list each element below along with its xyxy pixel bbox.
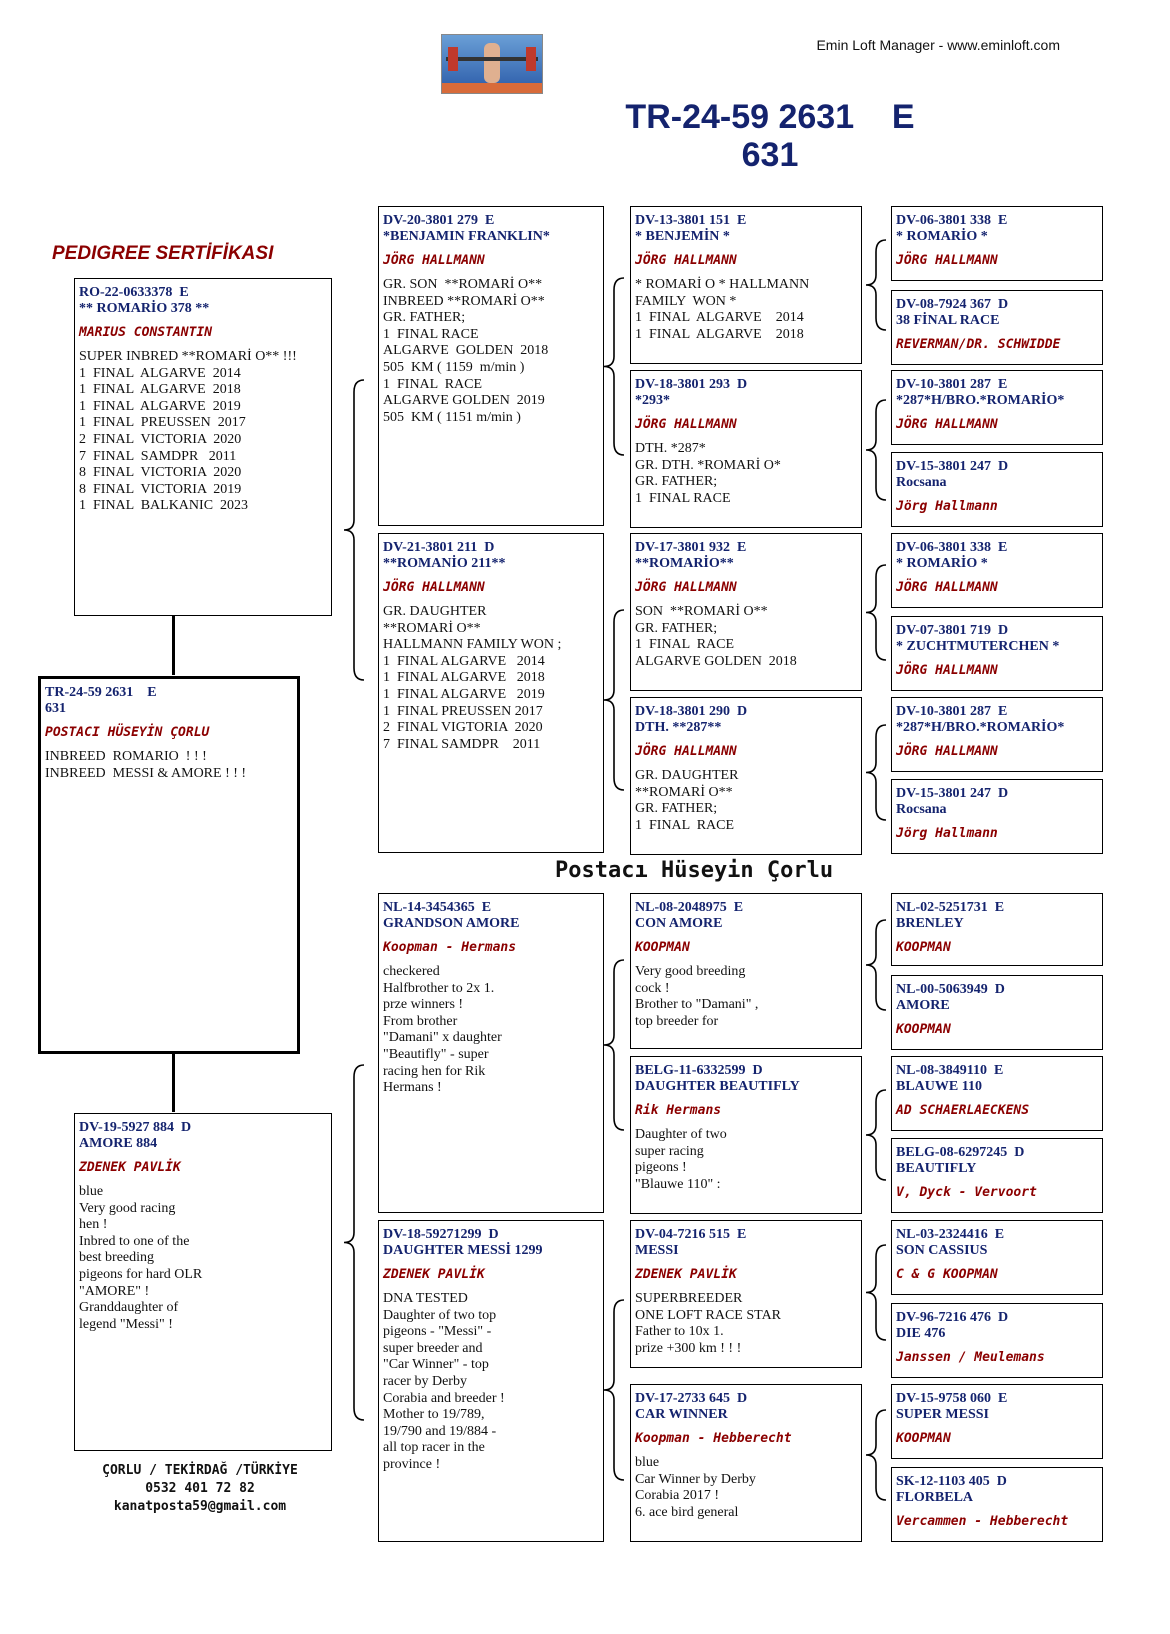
ring-number: DV-15-3801 247 D xyxy=(896,459,1009,474)
ring-number: DV-10-3801 287 E xyxy=(896,704,1008,719)
breeder-name: Koopman - Hebberecht xyxy=(635,1431,792,1446)
ring-number: NL-08-3849110 E xyxy=(896,1063,1004,1078)
note-line: 1 FINAL ALGARVE 2018 xyxy=(383,670,545,686)
pigeon-name: BEAUTIFLY xyxy=(896,1161,977,1176)
note-line: Corabia and breeder ! xyxy=(383,1390,505,1406)
pigeon-notes xyxy=(635,277,857,343)
ring-number: DV-06-3801 338 E xyxy=(896,213,1008,228)
pedigree-box-g6 xyxy=(891,616,1103,691)
note-line: 7 FINAL SAMDPR 2011 xyxy=(79,448,237,464)
note-line: Brother to "Damani" , xyxy=(635,997,759,1013)
note-line: Halfbrother to 2x 1. xyxy=(383,980,495,996)
pigeon-name: *287*H/BRO.*ROMARİO* xyxy=(896,393,1065,408)
note-line: FAMILY WON * xyxy=(635,293,737,309)
pigeon-name: SUPER MESSI xyxy=(896,1407,989,1422)
ring-number: DV-04-7216 515 E xyxy=(635,1227,747,1242)
note-line: pigeons - "Messi" - xyxy=(383,1324,492,1340)
pedigree-box-ff xyxy=(378,206,604,526)
brace-path xyxy=(866,725,886,820)
breeder-name: MARIUS CONSTANTIN xyxy=(79,325,213,340)
note-line: Father to 10x 1. xyxy=(635,1324,724,1340)
note-line: 1 FINAL BALKANIC 2023 xyxy=(79,498,249,514)
note-line: Granddaughter of xyxy=(79,1300,179,1316)
pigeon-name: BRENLEY xyxy=(896,916,964,931)
note-line: GR. FATHER; xyxy=(635,801,718,817)
brace-path xyxy=(866,565,886,660)
pigeon-name: * ZUCHTMUTERCHEN * xyxy=(896,639,1060,654)
pedigree-box-g13 xyxy=(891,1220,1103,1295)
note-line: INBREED ROMARIO ! ! ! xyxy=(45,749,207,764)
pigeon-name: BLAUWE 110 xyxy=(896,1079,982,1094)
pedigree-box-g12 xyxy=(891,1138,1103,1213)
breeder-name: V, Dyck - Vervoort xyxy=(896,1185,1037,1200)
contact-phone: 0532 401 72 82 xyxy=(145,1481,255,1496)
note-line: 1 FINAL RACE xyxy=(383,326,479,342)
note-line: province ! xyxy=(383,1456,441,1472)
note-line: SUPERBREEDER xyxy=(635,1291,743,1306)
note-line: 1 FINAL PREUSSEN 2017 xyxy=(383,703,543,719)
brace-path xyxy=(344,380,364,680)
breeder-name: Vercammen - Hebberecht xyxy=(896,1514,1069,1529)
pigeon-name: *287*H/BRO.*ROMARİO* xyxy=(896,720,1065,735)
pigeon-notes xyxy=(79,349,327,515)
note-line: racer by Derby xyxy=(383,1373,467,1389)
pigeon-name: AMORE xyxy=(896,998,950,1013)
note-line: 1 FINAL PREUSSEN 2017 xyxy=(79,415,246,431)
note-line: legend "Messi" ! xyxy=(79,1316,173,1332)
breeder-name: JÖRG HALLMANN xyxy=(635,253,737,268)
note-line: 1 FINAL ALGARVE 2014 xyxy=(79,365,241,381)
pedigree-box-g10 xyxy=(891,975,1103,1050)
pigeon-name: 38 FİNAL RACE xyxy=(896,313,1000,328)
note-line: prze winners ! xyxy=(383,997,464,1013)
brace-path xyxy=(866,400,886,500)
ring-number: DV-06-3801 338 E xyxy=(896,540,1008,555)
note-line: "Blauwe 110" : xyxy=(635,1176,721,1192)
note-line: SUPER INBRED **ROMARİ O** !!! xyxy=(79,349,297,364)
pedigree-box-fmm xyxy=(630,697,862,855)
note-line: 19/790 and 19/884 - xyxy=(383,1423,497,1439)
breeder-name: JÖRG HALLMANN xyxy=(896,744,998,759)
note-line: GR. SON **ROMARİ O** xyxy=(383,277,543,292)
pedigree-box-g2 xyxy=(891,290,1103,365)
breeder-name: KOOPMAN xyxy=(896,940,951,955)
note-line: GR. FATHER; xyxy=(635,620,718,636)
ring-number: RO-22-0633378 E xyxy=(79,285,189,300)
pigeon-notes xyxy=(635,1291,857,1357)
ring-number: NL-00-5063949 D xyxy=(896,982,1005,997)
ring-number: DV-96-7216 476 D xyxy=(896,1310,1009,1325)
pigeon-name: DTH. **287** xyxy=(635,720,722,735)
pigeon-name: *293* xyxy=(635,393,670,408)
pigeon-notes xyxy=(45,749,293,782)
pigeon-name: Rocsana xyxy=(896,475,947,490)
note-line: INBREED **ROMARİ O** xyxy=(383,293,545,309)
ring-number: DV-18-59271299 D xyxy=(383,1227,499,1242)
note-line: "AMORE" ! xyxy=(79,1283,150,1299)
pigeon-name: SON CASSIUS xyxy=(896,1243,988,1258)
note-line: Very good racing xyxy=(79,1200,176,1216)
ring-number: DV-20-3801 279 E xyxy=(383,213,495,228)
breeder-name: KOOPMAN xyxy=(896,1431,951,1446)
breeder-name: JÖRG HALLMANN xyxy=(383,253,485,268)
note-line: super racing xyxy=(635,1143,704,1159)
note-line: 1 FINAL ALGARVE 2019 xyxy=(79,398,241,414)
note-line: ALGARVE GOLDEN 2018 xyxy=(383,343,549,359)
breeder-name: JÖRG HALLMANN xyxy=(635,580,737,595)
pigeon-name: **ROMARİO** xyxy=(635,556,734,571)
pigeon-notes xyxy=(635,1127,857,1193)
note-line: INBREED MESSI & AMORE ! ! ! xyxy=(45,765,247,781)
pedigree-box-g9 xyxy=(891,893,1103,966)
ring-number: DV-17-2733 645 D xyxy=(635,1391,748,1406)
note-line: "Beautifly" - super xyxy=(383,1046,489,1062)
note-line: Very good breeding xyxy=(635,964,746,979)
note-line: 505 KM ( 1151 m/min ) xyxy=(383,409,521,425)
pigeon-notes xyxy=(383,964,599,1097)
ring-number: SK-12-1103 405 D xyxy=(896,1474,1007,1489)
pedigree-box-g4 xyxy=(891,452,1103,527)
breeder-name: ZDENEK PAVLİK xyxy=(79,1160,181,1175)
ring-number: DV-18-3801 290 D xyxy=(635,704,748,719)
ring-number: DV-15-9758 060 E xyxy=(896,1391,1008,1406)
breeder-name: Janssen / Meulemans xyxy=(896,1350,1045,1365)
pedigree-box-fm xyxy=(378,533,604,853)
note-line: 7 FINAL SAMDPR 2011 xyxy=(383,736,541,752)
note-line: **ROMARİ O** xyxy=(635,784,733,800)
ring-number: NL-08-2048975 E xyxy=(635,900,744,915)
brace-path xyxy=(866,1410,886,1500)
breeder-name: POSTACI HÜSEYİN ÇORLU xyxy=(45,725,210,740)
pedigree-box-g14 xyxy=(891,1303,1103,1378)
breeder-name: Rik Hermans xyxy=(635,1103,722,1118)
contact-email: kanatposta59@gmail.com xyxy=(113,1499,287,1514)
ring-number: DV-08-7924 367 D xyxy=(896,297,1009,312)
note-line: SON **ROMARİ O** xyxy=(635,604,768,619)
ring-number: TR-24-59 2631 E xyxy=(45,685,157,700)
pedigree-box-g16 xyxy=(891,1467,1103,1542)
note-line: blue xyxy=(635,1455,660,1470)
pedigree-box-subject xyxy=(38,676,300,1054)
ring-number: DV-10-3801 287 E xyxy=(896,377,1008,392)
pigeon-name: DAUGHTER MESSİ 1299 xyxy=(383,1243,543,1258)
pigeon-name: AMORE 884 xyxy=(79,1136,158,1151)
pedigree-certificate-label: PEDIGREE SERTİFİKASI xyxy=(52,243,274,264)
note-line: DNA TESTED xyxy=(383,1291,468,1306)
pedigree-box-fmf xyxy=(630,533,862,691)
ring-number: NL-02-5251731 E xyxy=(896,900,1005,915)
pigeon-notes xyxy=(635,441,857,507)
breeder-name: KOOPMAN xyxy=(896,1022,951,1037)
note-line: 6. ace bird general xyxy=(635,1504,739,1520)
note-line: all top racer in the xyxy=(383,1440,485,1456)
ring-number: NL-14-3454365 E xyxy=(383,900,492,915)
pigeon-notes xyxy=(635,1455,857,1521)
contact-block xyxy=(75,1462,325,1516)
ring-number: DV-17-3801 932 E xyxy=(635,540,747,555)
ring-number: DV-21-3801 211 D xyxy=(383,540,495,555)
pigeon-notes xyxy=(79,1184,327,1333)
brace-path xyxy=(604,960,624,1130)
breeder-name: Jörg Hallmann xyxy=(896,826,998,841)
pedigree-box-g11 xyxy=(891,1056,1103,1131)
breeder-name: JÖRG HALLMANN xyxy=(896,417,998,432)
note-line: HALLMANN FAMILY WON ; xyxy=(383,637,562,653)
pigeon-name: DAUGHTER BEAUTIFLY xyxy=(635,1079,800,1094)
brace-path xyxy=(604,278,624,455)
pigeon-name: * ROMARİO * xyxy=(896,556,988,571)
breeder-name: ZDENEK PAVLİK xyxy=(635,1267,737,1282)
note-line: 2 FINAL VICTORIA 2020 xyxy=(79,431,242,447)
pedigree-box-g1 xyxy=(891,206,1103,281)
note-line: **ROMARİ O** xyxy=(383,620,481,636)
header-credit: Emin Loft Manager - www.eminloft.com xyxy=(816,37,1060,53)
note-line: ALGARVE GOLDEN 2018 xyxy=(635,653,797,669)
note-line: Corabia 2017 ! xyxy=(635,1488,719,1504)
note-line: Mother to 19/789, xyxy=(383,1407,485,1423)
note-line: Inbred to one of the xyxy=(79,1233,190,1249)
brace-path xyxy=(604,1300,624,1480)
note-line: Hermans ! xyxy=(383,1080,442,1096)
ring-number: DV-13-3801 151 E xyxy=(635,213,747,228)
pigeon-name: FLORBELA xyxy=(896,1490,974,1505)
note-line: "Car Winner" - top xyxy=(383,1357,489,1373)
note-line: GR. DAUGHTER xyxy=(383,604,487,619)
note-line: GR. DTH. *ROMARİ O* xyxy=(635,457,781,473)
note-line: super breeder and xyxy=(383,1340,483,1356)
note-line: From brother xyxy=(383,1013,458,1029)
note-line: 1 FINAL ALGARVE 2019 xyxy=(383,686,545,702)
note-line: 1 FINAL RACE xyxy=(635,637,735,653)
pigeon-name: CON AMORE xyxy=(635,916,723,931)
note-line: 1 FINAL ALGARVE 2018 xyxy=(79,382,241,398)
note-line: GR. DAUGHTER xyxy=(635,768,739,783)
ring-number: DV-18-3801 293 D xyxy=(635,377,748,392)
note-line: prize +300 km ! ! ! xyxy=(635,1340,742,1356)
pedigree-box-mf xyxy=(378,893,604,1213)
pigeon-name: CAR WINNER xyxy=(635,1407,728,1422)
ring-number: BELG-08-6297245 D xyxy=(896,1145,1025,1160)
pedigree-box-mmf xyxy=(630,1220,862,1368)
pigeon-notes xyxy=(635,964,857,1030)
breeder-name: C & G KOOPMAN xyxy=(896,1267,998,1282)
breeder-name: REVERMAN/DR. SCHWIDDE xyxy=(896,337,1061,352)
pedigree-box-g7 xyxy=(891,697,1103,772)
breeder-name: ZDENEK PAVLİK xyxy=(383,1267,485,1282)
pigeon-name: * BENJEMİN * xyxy=(635,229,730,244)
pedigree-box-mother xyxy=(74,1113,332,1451)
pigeon-name: 631 xyxy=(45,701,66,716)
note-line: 2 FINAL VIGTORIA 2020 xyxy=(383,720,543,736)
note-line: GR. FATHER; xyxy=(635,474,718,490)
note-line: 1 FINAL ALGARVE 2014 xyxy=(383,653,545,669)
brace-path xyxy=(866,240,886,330)
ring-number: DV-15-3801 247 D xyxy=(896,786,1009,801)
pedigree-box-mff xyxy=(630,893,862,1049)
pedigree-box-g15 xyxy=(891,1384,1103,1459)
pigeon-name: GRANDSON AMORE xyxy=(383,916,520,931)
note-line: ALGARVE GOLDEN 2019 xyxy=(383,393,545,409)
breeder-name: KOOPMAN xyxy=(635,940,690,955)
owner-label: Postacı Hüseyin Çorlu xyxy=(555,858,834,883)
note-line: Daughter of two top xyxy=(383,1307,497,1323)
pigeon-name: Rocsana xyxy=(896,802,947,817)
pedigree-box-mfm xyxy=(630,1056,862,1214)
brace-path xyxy=(344,1065,364,1420)
breeder-name: JÖRG HALLMANN xyxy=(635,417,737,432)
breeder-name: JÖRG HALLMANN xyxy=(635,744,737,759)
breeder-name: AD SCHAERLAECKENS xyxy=(896,1103,1030,1118)
pigeon-name: *BENJAMIN FRANKLIN* xyxy=(383,229,550,244)
note-line: 1 FINAL RACE xyxy=(635,490,731,506)
pigeon-name: **ROMANİO 211** xyxy=(383,556,506,571)
pedigree-box-mmm xyxy=(630,1384,862,1542)
pedigree-box-g8 xyxy=(891,779,1103,854)
ring-number: DV-19-5927 884 D xyxy=(79,1120,192,1135)
note-line: GR. FATHER; xyxy=(383,310,466,326)
note-line: racing hen for Rik xyxy=(383,1063,486,1079)
pigeon-notes xyxy=(383,277,599,426)
note-line: Daughter of two xyxy=(635,1127,727,1142)
note-line: 8 FINAL VICTORIA 2019 xyxy=(79,481,242,497)
note-line: cock ! xyxy=(635,980,670,996)
pigeon-notes xyxy=(383,604,599,753)
ring-number: DV-07-3801 719 D xyxy=(896,623,1009,638)
note-line: DTH. *287* xyxy=(635,441,706,456)
note-line: 1 FINAL ALGARVE 2018 xyxy=(635,326,804,342)
pedigree-box-mm xyxy=(378,1220,604,1542)
note-line: Car Winner by Derby xyxy=(635,1471,756,1487)
pedigree-box-g3 xyxy=(891,370,1103,445)
pigeon-name: MESSI xyxy=(635,1243,679,1258)
note-line: best breeding xyxy=(79,1250,155,1266)
contact-address: ÇORLU / TEKİRDAĞ /TÜRKİYE xyxy=(102,1463,298,1478)
pigeon-name: DIE 476 xyxy=(896,1326,946,1341)
note-line: pigeons ! xyxy=(635,1160,687,1176)
note-line: blue xyxy=(79,1184,104,1199)
note-line: pigeons for hard OLR xyxy=(79,1266,203,1282)
breeder-name: JÖRG HALLMANN xyxy=(896,253,998,268)
breeder-name: Jörg Hallmann xyxy=(896,499,998,514)
note-line: 8 FINAL VICTORIA 2020 xyxy=(79,465,242,481)
ring-number: NL-03-2324416 E xyxy=(896,1227,1005,1242)
note-line: 505 KM ( 1159 m/min ) xyxy=(383,359,525,375)
note-line: 1 FINAL ALGARVE 2014 xyxy=(635,310,804,326)
note-line: top breeder for xyxy=(635,1013,719,1029)
brace-path xyxy=(604,610,624,790)
brace-path xyxy=(866,1245,886,1340)
note-line: ONE LOFT RACE STAR xyxy=(635,1307,782,1323)
pigeon-name: ** ROMARİO 378 ** xyxy=(79,301,210,316)
pedigree-box-ffm xyxy=(630,370,862,528)
note-line: 1 FINAL RACE xyxy=(383,376,483,392)
brace-path xyxy=(866,920,886,1010)
pigeon-name: * ROMARİO * xyxy=(896,229,988,244)
pigeon-notes xyxy=(635,768,857,834)
breeder-name: JÖRG HALLMANN xyxy=(383,580,485,595)
pedigree-box-g5 xyxy=(891,533,1103,608)
note-line: * ROMARİ O * HALLMANN xyxy=(635,277,810,292)
pigeon-notes xyxy=(635,604,857,670)
pedigree-box-fff xyxy=(630,206,862,364)
ring-number: BELG-11-6332599 D xyxy=(635,1063,763,1078)
note-line: 1 FINAL RACE xyxy=(635,817,735,833)
note-line: "Damani" x daughter xyxy=(383,1030,502,1046)
pedigree-box-father xyxy=(74,278,332,616)
note-line: hen ! xyxy=(79,1217,108,1233)
breeder-name: JÖRG HALLMANN xyxy=(896,580,998,595)
brace-path xyxy=(866,1090,886,1180)
breeder-name: JÖRG HALLMANN xyxy=(896,663,998,678)
breeder-name: Koopman - Hermans xyxy=(383,940,517,955)
title-ring: TR-24-59 2631 E xyxy=(625,98,915,136)
note-line: checkered xyxy=(383,964,440,979)
pigeon-notes xyxy=(383,1291,599,1474)
title-name: 631 xyxy=(741,136,799,174)
